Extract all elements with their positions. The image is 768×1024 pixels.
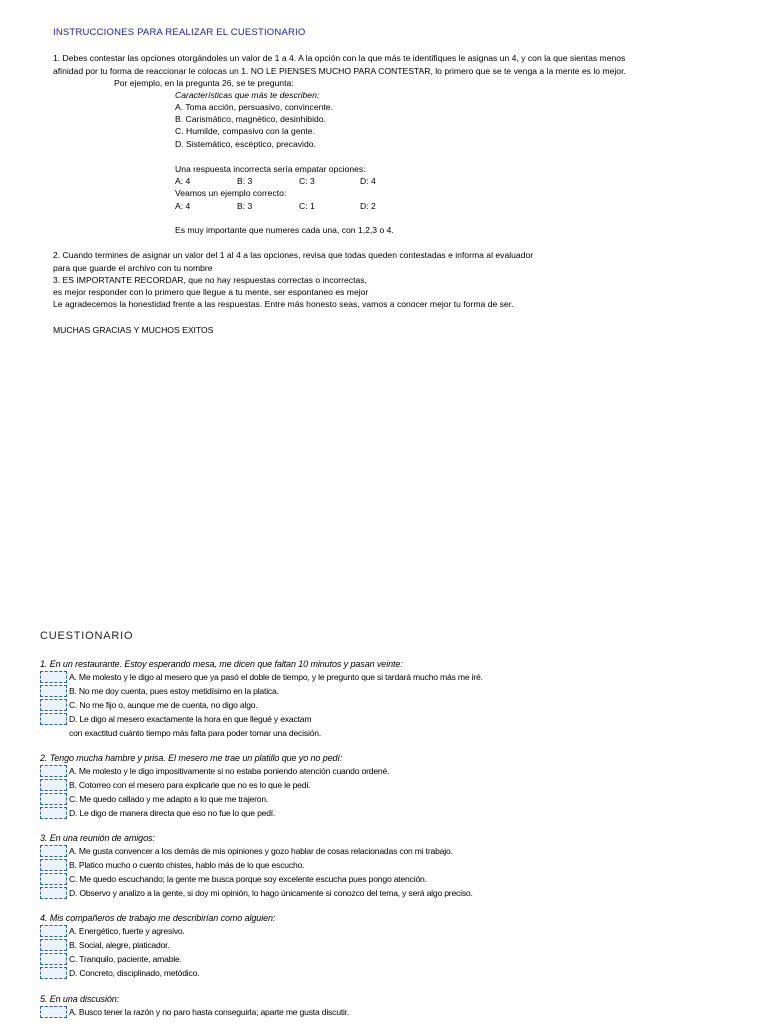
incorrect-value-d: D: 4 — [360, 176, 376, 186]
example-option-c: C. Humilde, compasivo con la gente. — [175, 126, 315, 136]
answer-label: C. No me fijo o, aunque me de cuenta, no digo algo. — [69, 700, 258, 710]
answer-row — [40, 953, 275, 967]
important-note: Es muy importante que numeres cada una, con 1,2,3 o 4. — [175, 225, 394, 235]
answer-label: C. Me quedo escuchando; la gente me busca porque soy excelente escucha pues pongo atención. — [69, 874, 427, 884]
instruction-2-line-2: para que guarde el archivo con tu nombre — [53, 263, 213, 273]
answer-label: B. No me doy cuenta, pues estoy metidísimo en la platica. — [69, 686, 279, 696]
instructions-title: INSTRUCCIONES PARA REALIZAR EL CUESTIONARIO — [53, 27, 306, 38]
example-intro: Por ejemplo, en la pregunta 26, se te pregunta: — [114, 78, 294, 88]
answer-row — [40, 779, 342, 793]
answer-continuation — [40, 727, 403, 740]
correct-value-c: C: 1 — [299, 201, 315, 211]
answer-input[interactable] — [40, 779, 67, 791]
answer-label: C. Me quedo callado y me adapto a lo que me trajeron. — [69, 794, 269, 804]
instruction-2-line-1: 2. Cuando termines de asignar un valor del 1 al 4 a las opciones, revisa que todas queden contestadas e informa al evaluador — [53, 250, 534, 260]
answer-row — [40, 671, 483, 685]
correct-example-label: Veamos un ejemplo correcto: — [175, 188, 287, 198]
answer-input[interactable] — [40, 713, 67, 725]
correct-value-b: B: 3 — [237, 201, 253, 211]
answer-label: A. Me gusta convencer a los demás de mis opiniones y gozo hablar de cosas relacionadas con mi trabajo. — [69, 846, 453, 856]
answer-row — [40, 807, 342, 821]
question-4 — [40, 912, 275, 981]
answer-input[interactable] — [40, 859, 67, 871]
question-2 — [40, 752, 390, 821]
answer-row — [40, 925, 275, 939]
answer-row — [40, 939, 275, 953]
answer-input[interactable] — [40, 845, 67, 857]
instruction-3-line-2: es mejor responder con lo primero que llegue a tu mente, ser espontaneo es mejor — [53, 287, 369, 297]
answer-label: D. Le digo de manera directa que eso no fue lo que pedí. — [69, 808, 276, 818]
question-5 — [40, 993, 350, 1020]
correct-value-d: D: 2 — [360, 201, 376, 211]
answer-input[interactable] — [40, 967, 67, 979]
question-3 — [40, 832, 473, 901]
answer-row — [40, 713, 403, 727]
answer-label: A. Energético, fuerte y agresivo. — [69, 926, 185, 936]
answer-input[interactable] — [40, 699, 67, 711]
answer-label: B. Social, alegre, platicador. — [69, 940, 170, 950]
answer-row — [40, 1006, 350, 1020]
answer-row — [40, 873, 427, 887]
question-text: 2. Tengo mucha hambre y prisa. El mesero me trae un platillo que yo no pedí: — [40, 753, 343, 763]
question-text: 3. En una reunión de amigos: — [40, 833, 155, 843]
answer-row — [40, 887, 473, 901]
answer-input[interactable] — [40, 685, 67, 697]
answer-label: C. Tranquilo, paciente, amable. — [69, 954, 182, 964]
incorrect-example-values — [175, 175, 415, 187]
answer-row — [40, 765, 390, 779]
example-option-d: D. Sistemático, escéptico, precavido. — [175, 139, 316, 149]
questionnaire-title: CUESTIONARIO — [40, 630, 134, 642]
answer-input[interactable] — [40, 953, 67, 965]
answer-row — [40, 859, 305, 873]
correct-value-a: A: 4 — [175, 201, 191, 211]
question-text: 5. En una discusión: — [40, 994, 120, 1004]
instruction-3-line-1: 3. ES IMPORTANTE RECORDAR, que no hay respuestas correctas o incorrectas, — [53, 275, 367, 285]
answer-input[interactable] — [40, 807, 67, 819]
answer-input[interactable] — [40, 765, 67, 777]
answer-input[interactable] — [40, 1006, 67, 1018]
answer-label-continuation: con exactitud cuánto tiempo más falta para poder tomar una decisión. — [69, 728, 322, 738]
answer-input[interactable] — [40, 793, 67, 805]
answer-label: A. Me molesto y le digo al mesero que ya pasó el doble de tiempo, y le pregunto que si tardará mucho más me iré. — [69, 672, 483, 682]
instruction-1-line-2: afinidad por tu forma de reaccionar le colocas un 1. NO LE PIENSES MUCHO PARA CONTESTAR, lo primero que se te venga a la mente es lo mejor. — [53, 66, 626, 76]
answer-label: A. Busco tener la razón y no paro hasta conseguirla; aparte me gusta discutir. — [69, 1007, 350, 1017]
incorrect-example-label: Una respuesta incorrecta sería empatar opciones: — [175, 164, 366, 174]
correct-example-values — [175, 200, 415, 212]
example-option-b: B. Carismático, magnético, desinhibido. — [175, 114, 326, 124]
question-text: 4. Mis compañeros de trabajo me describirían como alguien: — [40, 913, 276, 923]
instruction-3-line-3: Le agradecemos la honestidad frente a las respuestas. Entre más honesto seas, vamos a conocer mejor tu forma de ser. — [53, 299, 514, 309]
answer-label: D. Le digo al mesero exactamente la hora en que llegué y exactam — [69, 714, 312, 724]
answer-input[interactable] — [40, 671, 67, 683]
answer-row — [40, 699, 403, 713]
question-text: 1. En un restaurante. Estoy esperando mesa, me dicen que faltan 10 minutos y pasan veinte: — [40, 659, 403, 669]
answer-label: B. Cotorreo con el mesero para explicarle que no es lo que le pedí. — [69, 780, 311, 790]
thanks-note: MUCHAS GRACIAS Y MUCHOS EXITOS — [53, 325, 214, 335]
answer-label: D. Concreto, disciplinado, metódico. — [69, 968, 200, 978]
answer-input[interactable] — [40, 873, 67, 885]
answer-label: A. Me molesto y le digo impositivamente si no estaba poniendo atención cuando ordené. — [69, 766, 390, 776]
example-question: Características que más te describen: — [175, 90, 320, 100]
answer-row — [40, 967, 275, 981]
incorrect-value-b: B: 3 — [237, 176, 253, 186]
instruction-1-line-1: 1. Debes contestar las opciones otorgándoles un valor de 1 a 4. A la opción con la que más te identifiques le asignas un 4, y con la que sientas menos — [53, 53, 626, 63]
answer-row — [40, 685, 403, 699]
answer-row — [40, 793, 342, 807]
example-option-a: A. Toma acción, persuasivo, convincente. — [175, 102, 333, 112]
answer-row — [40, 845, 453, 859]
answer-label: D. Observo y analizo a la gente, si doy mi opinión, lo hago únicamente si conozco del tema, y será algo preciso. — [69, 888, 473, 898]
answer-input[interactable] — [40, 939, 67, 951]
answer-input[interactable] — [40, 925, 67, 937]
answer-label: B. Platico mucho o cuento chistes, hablo más de lo que escucho. — [69, 860, 305, 870]
incorrect-value-c: C: 3 — [299, 176, 315, 186]
question-1 — [40, 658, 483, 740]
incorrect-value-a: A: 4 — [175, 176, 191, 186]
answer-input[interactable] — [40, 887, 67, 899]
